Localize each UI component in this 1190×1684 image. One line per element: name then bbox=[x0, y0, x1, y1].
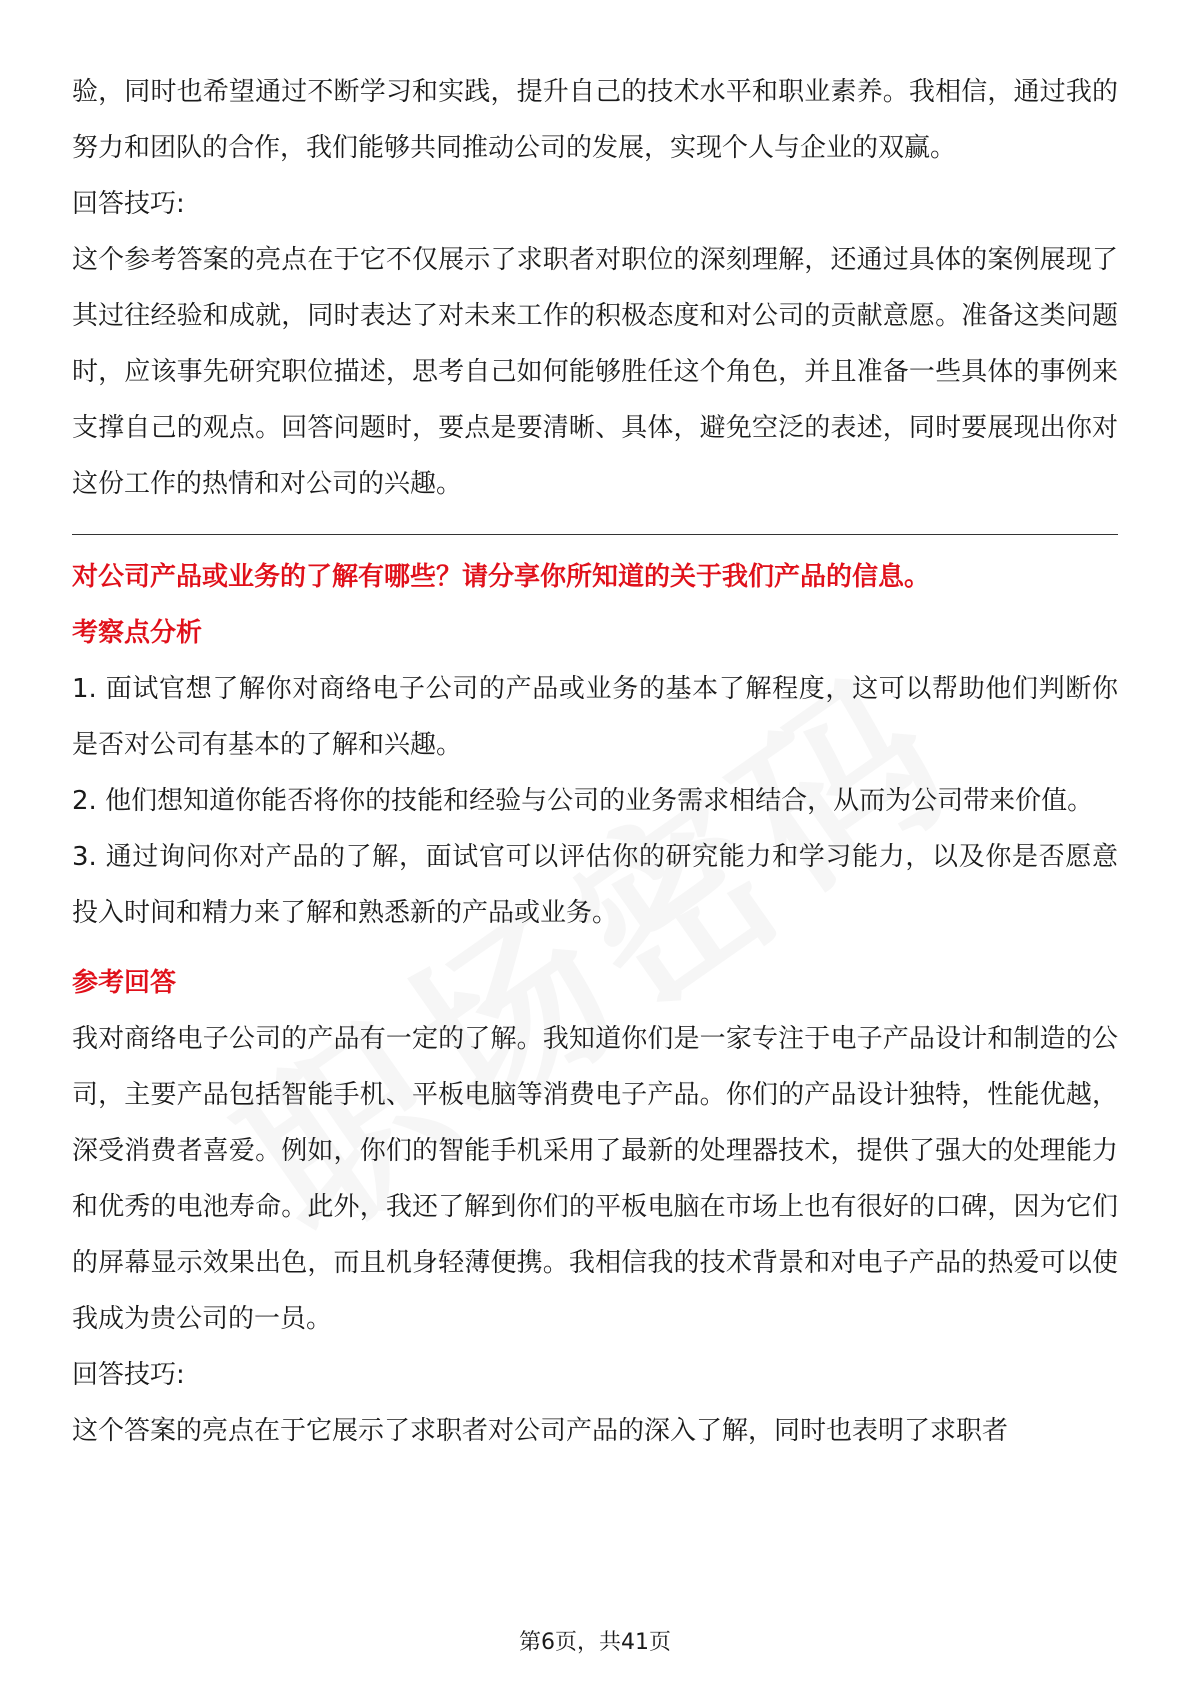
reference-answer: 我对商络电子公司的产品有一定的了解。我知道你们是一家专注于电子产品设计和制造的公司，主要产品包括智能手机、平板电脑等消费电子产品。你们的产品设计独特，性能优越，深受消费者喜爱。例如，你们的智能手机采用了最新的处理器技术，提供了强大的处理能力和优秀的电池寿命。此外，我还了解到你们的平板电脑在市场上也有很好的口碑，因为它们的屏幕显示效果出色，而且机身轻薄便携。我相信我的技术背景和对电子产品的热爱可以使我成为贵公司的一员。 bbox=[72, 1024, 1118, 1334]
page-number-footer: 第6页，共41页 bbox=[519, 1630, 671, 1655]
analysis-point: 1. 面试官想了解你对商络电子公司的产品或业务的基本了解程度，这可以帮助他们判断你是否对公司有基本的了解和兴趣。 bbox=[72, 674, 1118, 760]
page-content bbox=[72, 64, 1118, 1459]
intro-paragraph: 验，同时也希望通过不断学习和实践，提升自己的技术水平和职业素养。我相信，通过我的努力和团队的合作，我们能够共同推动公司的发展，实现个人与企业的双赢。 bbox=[72, 77, 1118, 163]
tips-paragraph: 这个答案的亮点在于它展示了求职者对公司产品的深入了解，同时也表明了求职者 bbox=[72, 1416, 1009, 1446]
analysis-point: 3. 通过询问你对产品的了解，面试官可以评估你的研究能力和学习能力，以及你是否愿意投入时间和精力来了解和熟悉新的产品或业务。 bbox=[72, 842, 1118, 928]
analysis-point: 2. 他们想知道你能否将你的技能和经验与公司的业务需求相结合，从而为公司带来价值。 bbox=[72, 786, 1094, 816]
tips-label: 回答技巧: bbox=[72, 189, 185, 219]
reference-heading: 参考回答 bbox=[72, 968, 177, 998]
question-title: 对公司产品或业务的了解有哪些？请分享你所知道的关于我们产品的信息。 bbox=[72, 562, 931, 592]
tips-label: 回答技巧: bbox=[72, 1360, 185, 1390]
tips-paragraph: 这个参考答案的亮点在于它不仅展示了求职者对职位的深刻理解，还通过具体的案例展现了其过往经验和成就，同时表达了对未来工作的积极态度和对公司的贡献意愿。准备这类问题时，应该事先研究职位描述，思考自己如何能够胜任这个角色，并且准备一些具体的事例来支撑自己的观点。回答问题时，要点是要清晰、具体，避免空泛的表述，同时要展现出你对这份工作的热情和对公司的兴趣。 bbox=[72, 245, 1118, 499]
section-divider bbox=[72, 534, 1118, 535]
analysis-heading: 考察点分析 bbox=[72, 618, 203, 648]
